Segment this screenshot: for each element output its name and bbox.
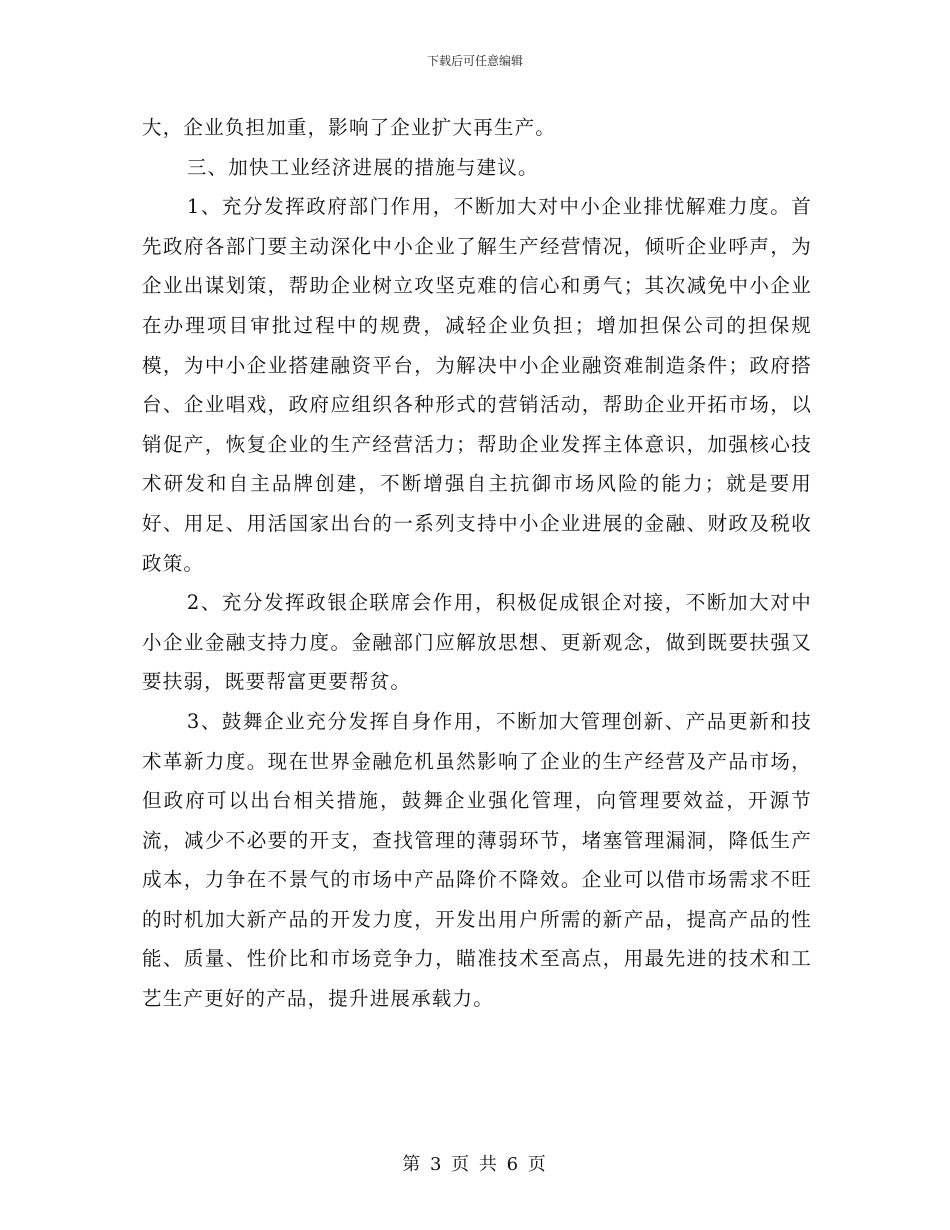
paragraph-item-1: 1、充分发挥政府部门作用，不断加大对中小企业排忧解难力度。首先政府各部门要主动深化中小企业了解生产经营情况，倾听企业呼声，为企业出谋划策，帮助企业树立攻坚克难的信心和勇气；其次减免中小企业在办理项目审批过程中的规费，减轻企业负担；增加担保公司的担保规模，为中小企业搭建融资平台，为解决中小企业融资难制造条件；政府搭台、企业唱戏，政府应组织各种形式的营销活动，帮助企业开拓市场，以销促产，恢复企业的生产经营活力；帮助企业发挥主体意识，加强核心技术研发和自主品牌创建，不断增强自主抗御市场风险的能力；就是要用好、用足、用活国家出台的一系列支持中小企业进展的金融、财政及税收政策。 — [142, 195, 812, 575]
paragraph-item-2: 2、充分发挥政银企联席会作用，积极促成银企对接，不断加大对中小企业金融支持力度。金融部门应解放思想、更新观念，做到既要扶强又要扶弱，既要帮富更要帮贫。 — [142, 591, 812, 694]
paragraph-continuation: 大，企业负担加重，影响了企业扩大再生产。 — [142, 116, 557, 139]
document-body — [142, 108, 812, 1019]
paragraph-item-3: 3、鼓舞企业充分发挥自身作用，不断加大管理创新、产品更新和技术革新力度。现在世界金融危机虽然影响了企业的生产经营及产品市场，但政府可以出台相关措施，鼓舞企业强化管理，向管理要效益，开源节流，减少不必要的开支，查找管理的薄弱环节，堵塞管理漏洞，降低生产成本，力争在不景气的市场中产品降价不降效。企业可以借市场需求不旺的时机加大新产品的开发力度，开发出用户所需的新产品，提高产品的性能、质量、性价比和市场竞争力，瞄准技术至高点，用最先进的技术和工艺生产更好的产品，提升进展承载力。 — [142, 709, 812, 1011]
page-footer: 第 3 页 共 6 页 — [402, 1154, 548, 1175]
section-heading: 三、加快工业经济进展的措施与建议。 — [186, 155, 539, 179]
page-header: 下载后可任意编辑 — [426, 54, 523, 68]
